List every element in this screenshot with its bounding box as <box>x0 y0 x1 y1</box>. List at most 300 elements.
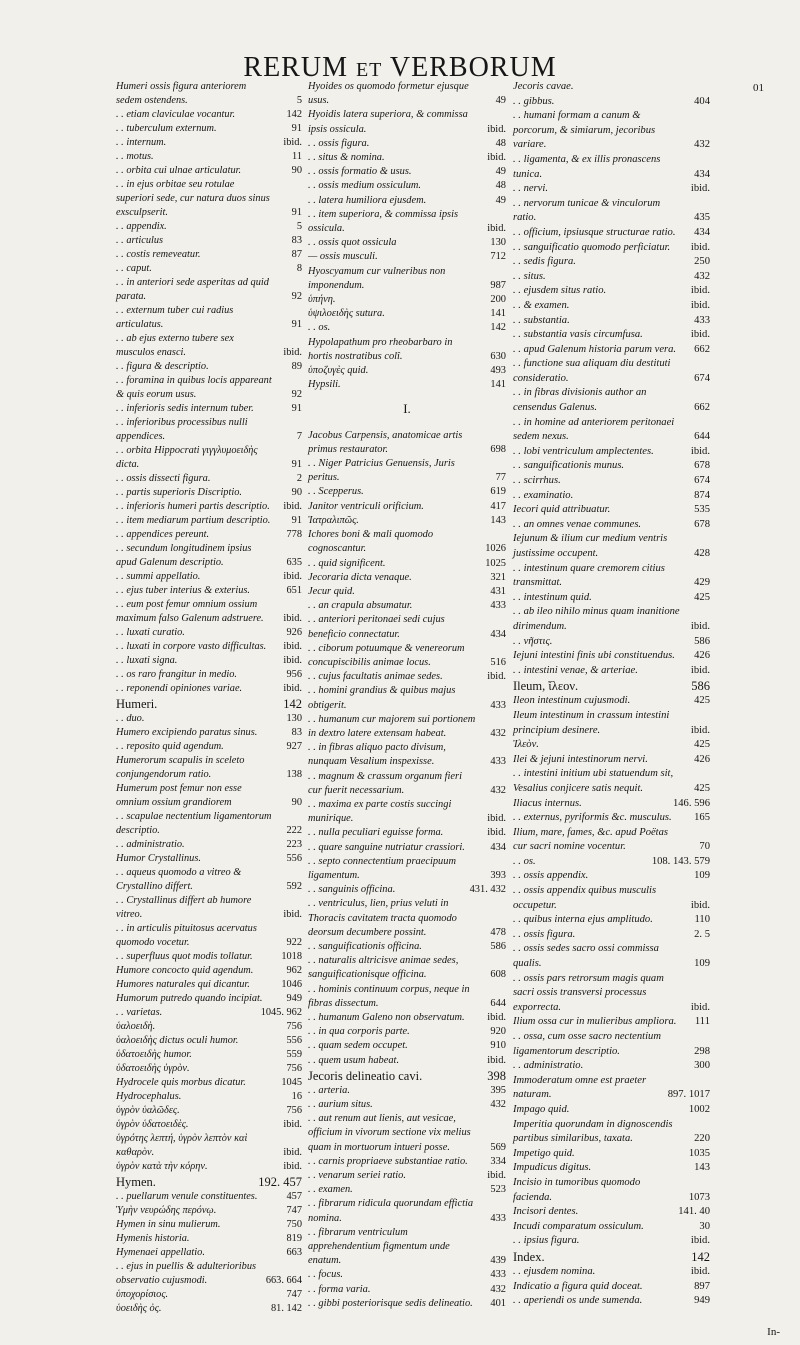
entry-text: ὑποζυγὲς quid. <box>308 365 369 377</box>
index-entry <box>513 284 710 299</box>
page-ref: ibid. <box>283 613 302 624</box>
index-entry <box>308 770 506 798</box>
page-ref: 747 <box>286 1205 302 1216</box>
index-entry <box>513 1220 710 1235</box>
page-ref: 434 <box>694 226 710 238</box>
page-ref: 417 <box>490 500 506 512</box>
page-ref: 897. 1017 <box>667 1089 710 1101</box>
page-ref: 425 <box>694 695 710 707</box>
entry-text: . . νῆστις. <box>513 635 553 647</box>
entry-text: Hyoides os quomodo formetur ejusque usus. <box>308 81 472 107</box>
index-entry <box>116 1232 302 1246</box>
index-entry <box>513 694 710 709</box>
index-entry <box>308 194 506 208</box>
page-ref: 432 <box>490 727 506 739</box>
index-entry <box>116 1190 302 1204</box>
index-entry <box>513 942 710 971</box>
index-entry <box>116 598 302 626</box>
page-ref: 142 <box>283 697 302 711</box>
page-ref: 142 <box>490 322 506 334</box>
entry-text: . . ventriculus, lien, prius veluti in Thoracis cavitatem tracta quomodo deorsum decumbere possint. <box>308 898 460 938</box>
entry-text: Humerorum scapulis in sceleto conjungendorum ratio. <box>116 755 248 780</box>
entry-text: . . puellarum venule constituentes. <box>116 1191 258 1202</box>
entry-text: . . apud Galenum historia parum vera. <box>513 343 677 355</box>
page-ref: 1035 <box>688 1147 710 1159</box>
entry-text: . . caput. <box>116 263 152 274</box>
page-ref: 130 <box>286 713 302 724</box>
entry-text: . . situs & nomina. <box>308 152 385 164</box>
entry-text: Incisio in tumoribus quomodo facienda. <box>513 1176 643 1203</box>
index-entry <box>116 626 302 640</box>
index-entry <box>116 486 302 500</box>
entry-text: . . cujus facultatis animae sedes. <box>308 671 443 683</box>
page-ref: 586 <box>694 635 710 647</box>
page-ref: ibid. <box>690 241 710 253</box>
entry-text: . . homini grandius & quibus majus obtigerit. <box>308 685 459 711</box>
entry-text: . . in fibras aliquo pacto divisum, nunquam Vesalium inspexisse. <box>308 742 449 768</box>
index-entry <box>116 304 302 332</box>
entry-text: . . functione sua aliquam diu destituti consideratio. <box>513 358 674 384</box>
page-ref: 910 <box>490 1040 506 1052</box>
entry-text: . . aperiendi os unde sumenda. <box>513 1295 643 1307</box>
index-entry <box>308 1197 506 1225</box>
index-entry <box>308 1297 506 1311</box>
index-entry <box>308 613 506 641</box>
entry-text: . . ossis quot ossicula <box>308 237 397 249</box>
entry-text: Hypsili. <box>308 379 341 391</box>
index-entry <box>116 374 302 402</box>
index-entry <box>308 841 506 855</box>
page-ref: ibid. <box>487 827 506 839</box>
page-ref: 11 <box>292 151 302 162</box>
index-entry <box>116 640 302 654</box>
page-ref: 1045 <box>281 1077 302 1088</box>
entry-text: . . an omnes venae communes. <box>513 518 642 530</box>
entry-text: . . sanguinis officina. <box>308 884 396 896</box>
index-entry <box>116 80 302 108</box>
page-ref: 433 <box>490 756 506 768</box>
page-ref: 138 <box>286 769 302 780</box>
index-entry <box>308 983 506 1011</box>
entry-text: Ὑμὴν νευρώδης περόνῳ. <box>116 1205 217 1216</box>
page-ref: 143 <box>694 1162 710 1174</box>
index-entry <box>308 307 506 321</box>
index-entry <box>513 328 710 343</box>
page-ref: 220 <box>694 1133 710 1145</box>
entry-text: Ἰλεὸν. <box>513 739 539 751</box>
index-entry <box>513 1015 710 1030</box>
index-entry <box>308 798 506 826</box>
index-column-1 <box>116 80 302 1316</box>
index-entry <box>116 1006 302 1020</box>
index-entry <box>308 485 506 499</box>
entry-text: . . quare sanguine nutriatur crassiori. <box>308 841 465 853</box>
index-entry <box>513 182 710 197</box>
entry-text: . . gibbus. <box>513 95 555 107</box>
page-ref: ibid. <box>690 285 710 297</box>
page-ref: 91 <box>291 123 302 134</box>
entry-text: . . sanguificationis officina. <box>308 940 422 952</box>
entry-text: . . os. <box>513 855 536 867</box>
index-entry <box>116 528 302 542</box>
entry-text: Ileon intestinum cujusmodi. <box>513 695 631 707</box>
index-entry <box>116 262 302 276</box>
index-entry <box>116 1218 302 1232</box>
index-entry <box>513 474 710 489</box>
entry-text: . . sanguificatio quomodo perficiatur. <box>513 241 671 253</box>
entry-text: . . tuberculum externum. <box>116 123 217 134</box>
entry-text: ὑαλοειδὴς dictus oculi humor. <box>116 1035 239 1046</box>
page-ref: 457 <box>286 1191 302 1202</box>
index-entry <box>308 321 506 335</box>
index-entry <box>308 250 506 264</box>
entry-text: ὑψιλοειδὴς sutura. <box>308 308 385 320</box>
entry-text: Iliacus internus. <box>513 797 582 809</box>
page-ref: 569 <box>490 1141 506 1153</box>
entry-text: . . Scepperus. <box>308 486 364 498</box>
index-entry <box>116 220 302 234</box>
index-entry <box>308 670 506 684</box>
page-ref: 5 <box>296 95 302 106</box>
page-number: 01 <box>753 82 764 94</box>
entry-text: . . substantia vasis circumfusa. <box>513 329 643 341</box>
page-ref: 698 <box>490 443 506 455</box>
page-ref: 651 <box>286 585 302 596</box>
entry-text: Incudi comparatum ossiculum. <box>513 1220 644 1232</box>
index-entry <box>116 584 302 598</box>
page-ref: 425 <box>694 739 710 751</box>
entry-text: . . ossa, cum osse sacro nectentium ligamentorum descriptio. <box>513 1031 664 1057</box>
index-entry <box>116 402 302 416</box>
entry-text: . . ossis medium ossiculum. <box>308 180 422 192</box>
index-entry <box>513 855 710 870</box>
page-ref: 949 <box>694 1295 710 1307</box>
page-ref: 750 <box>286 1219 302 1230</box>
entry-text: . . duo. <box>116 713 145 724</box>
page-ref: 192. 457 <box>258 1175 302 1189</box>
index-entry <box>116 122 302 136</box>
page-ref: 90 <box>291 165 302 176</box>
page-ref: 478 <box>490 926 506 938</box>
entry-text: . . carnis propriaeve substantiae ratio. <box>308 1155 468 1167</box>
index-entry <box>308 1054 506 1068</box>
entry-text: . . aqueus quomodo a vitreo & Crystallino differt. <box>116 867 244 892</box>
entry-text: Humorum putredo quando incipiat. <box>116 993 263 1004</box>
index-entry <box>308 137 506 151</box>
page-ref: 432 <box>490 784 506 796</box>
page-ref: ibid. <box>487 1054 506 1066</box>
page-ref: 49 <box>495 95 506 107</box>
index-entry <box>308 236 506 250</box>
entry-text: . . in anteriori sede asperitas ad quid parata. <box>116 277 272 302</box>
page-ref: 70 <box>699 841 710 853</box>
page-ref: ibid. <box>690 445 710 457</box>
page-ref: 662 <box>694 402 710 414</box>
entry-text: . . ossis figura. <box>513 928 576 940</box>
index-entry <box>116 1288 302 1302</box>
entry-text: Humor Crystallinus. <box>116 853 201 864</box>
index-entry <box>513 270 710 285</box>
index-entry <box>513 664 710 679</box>
page-ref: 91 <box>291 207 302 218</box>
entry-text: Imperitia quorundam in dignoscendis partibus similaribus, taxata. <box>513 1118 676 1145</box>
index-entry <box>116 866 302 894</box>
index-entry <box>116 1160 302 1174</box>
entry-text: . . nervi. <box>513 183 548 195</box>
entry-text: . . situs. <box>513 270 546 282</box>
index-entry <box>513 738 710 753</box>
index-entry <box>513 357 710 386</box>
entry-text: Hydrocele quis morbus dicatur. <box>116 1077 246 1088</box>
page-ref: ibid. <box>487 223 506 235</box>
page-ref: ibid. <box>283 1147 302 1158</box>
page-ref: 425 <box>694 782 710 794</box>
page-ref: 523 <box>490 1184 506 1196</box>
header-word-1: RERUM <box>243 52 348 83</box>
entry-text: . . etiam claviculae vocantur. <box>116 109 236 120</box>
page-ref: 897 <box>694 1280 710 1292</box>
index-entry <box>513 649 710 664</box>
page-ref: 108. 143. 579 <box>651 855 710 867</box>
index-entry <box>308 80 506 108</box>
index-entry <box>116 754 302 782</box>
index-entry <box>513 1103 710 1118</box>
index-entry <box>308 1169 506 1183</box>
entry-text: . . ejusdem situs ratio. <box>513 285 607 297</box>
index-entry <box>513 913 710 928</box>
index-entry <box>116 136 302 150</box>
index-entry <box>308 336 506 364</box>
index-entry <box>308 1268 506 1282</box>
index-entry <box>308 684 506 712</box>
index-entry <box>308 642 506 670</box>
entry-text: ὑποχορίσιος. <box>116 1289 169 1300</box>
entry-text: . . hominis continuum corpus, neque in fibras dissectum. <box>308 983 473 1009</box>
page-ref: 674 <box>694 475 710 487</box>
entry-text: Iejunum & ilium cur medium ventris justissime occupent. <box>513 533 670 559</box>
entry-text: . . varietas. <box>116 1007 163 1018</box>
entry-text: Iecori quid attribuatur. <box>513 504 611 516</box>
entry-text: Jacobus Carpensis, anatomicae artis primus restaurator. <box>308 429 465 455</box>
entry-text: . . quem usum habeat. <box>308 1054 400 1066</box>
index-entry <box>513 445 710 460</box>
entry-text: . . ossis appendix. <box>513 870 589 882</box>
index-entry <box>513 489 710 504</box>
page-ref: ibid. <box>283 909 302 920</box>
page-ref: 165 <box>694 812 710 824</box>
entry-text: . . articulus <box>116 235 164 246</box>
page-ref: 432 <box>490 1283 506 1295</box>
index-entry <box>513 562 710 591</box>
index-entry <box>513 197 710 226</box>
page-ref: 1018 <box>281 951 302 962</box>
entry-text: Ilium ossa cur in mulieribus ampliora. <box>513 1016 677 1028</box>
entry-text: . . ab ejus externo tubere sex musculos enasci. <box>116 333 237 358</box>
entry-text: Index. <box>513 1249 545 1264</box>
entry-text: Humero excipiendo paratus sinus. <box>116 727 258 738</box>
page-ref: 81. 142 <box>271 1303 302 1314</box>
index-entry <box>116 514 302 528</box>
index-entry <box>116 1118 302 1132</box>
page-ref: 556 <box>286 853 302 864</box>
index-entry <box>116 782 302 810</box>
index-entry <box>116 1246 302 1260</box>
entry-text: . . ligamenta, & ex illis pronascens tunica. <box>513 153 664 180</box>
index-entry <box>308 826 506 840</box>
entry-text: Hyoidis latera superiora, & commissa ipsis ossicula. <box>308 109 471 135</box>
index-entry <box>308 1039 506 1053</box>
index-entry <box>308 364 506 378</box>
entry-text: ὑγρὸν ὑαλῶδες. <box>116 1105 180 1116</box>
index-entry <box>116 1104 302 1118</box>
index-entry <box>513 826 710 855</box>
entry-text: . . an crapula absumatur. <box>308 600 413 612</box>
entry-text: ὑαλοειδὴ. <box>116 1021 156 1032</box>
entry-text: . . orbita Hippocrati γιγγλυμοειδὴς dicta. <box>116 445 261 470</box>
page-ref: 712 <box>490 251 506 263</box>
entry-text: . . partis superioris Discriptio. <box>116 487 242 498</box>
entry-text: . . internum. <box>116 137 167 148</box>
page-ref: 962 <box>286 965 302 976</box>
index-entry <box>116 248 302 262</box>
page-ref: 674 <box>694 372 710 384</box>
page-ref: 91 <box>291 459 302 470</box>
page-ref: 89 <box>291 361 302 372</box>
page-ref: 223 <box>286 839 302 850</box>
entry-text: . . in qua corporis parte. <box>308 1026 410 1038</box>
index-entry <box>513 1234 710 1249</box>
index-entry <box>513 153 710 182</box>
entry-text: Hymenaei appellatio. <box>116 1247 205 1258</box>
index-entry <box>513 459 710 474</box>
page-ref: 200 <box>490 294 506 306</box>
index-entry <box>116 444 302 472</box>
entry-text: Humeri. <box>116 697 158 711</box>
index-entry <box>513 1176 710 1205</box>
entry-text: Ilei & jejuni intestinorum nervi. <box>513 753 648 765</box>
page-ref: 109 <box>694 870 710 882</box>
entry-text: . . forma varia. <box>308 1283 371 1295</box>
index-entry <box>308 741 506 769</box>
index-entry <box>513 1059 710 1074</box>
page-ref: 91 <box>291 403 302 414</box>
page-ref: 87 <box>291 249 302 260</box>
index-entry <box>513 386 710 415</box>
index-entry <box>116 234 302 248</box>
page-ref: 92 <box>291 389 302 400</box>
index-entry <box>513 1280 710 1295</box>
index-entry <box>308 179 506 193</box>
entry-text: . . humanum cur majorem sui portionem in dextro latere extensam habeat. <box>308 713 478 739</box>
entry-text: . . in ejus orbitae seu rotulae superiori sede, cur natura duos sinus exsculpserit. <box>116 179 273 218</box>
index-entry <box>513 241 710 256</box>
entry-text: . . luxati signa. <box>116 655 178 666</box>
entry-text: . . quam sedem occupet. <box>308 1040 408 1052</box>
entry-text: Humores naturales qui dicantur. <box>116 979 250 990</box>
page-ref: 321 <box>490 571 506 583</box>
page-ref: 141. 40 <box>678 1206 710 1218</box>
index-entry <box>513 972 710 1016</box>
index-entry <box>308 1226 506 1269</box>
entry-text: . . appendices pereunt. <box>116 529 210 540</box>
page-ref: 586 <box>490 940 506 952</box>
index-entry <box>513 678 710 694</box>
page-ref: 393 <box>490 869 506 881</box>
index-entry <box>308 1025 506 1039</box>
page-ref: 608 <box>490 969 506 981</box>
index-entry <box>116 1020 302 1034</box>
page-ref: ibid. <box>690 329 710 341</box>
index-entry <box>308 571 506 585</box>
entry-text: ὑοειδὴς ὀς. <box>116 1303 162 1314</box>
page-ref: 425 <box>694 591 710 603</box>
page-ref: 926 <box>286 627 302 638</box>
page-ref: 91 <box>291 515 302 526</box>
index-entry <box>513 869 710 884</box>
index-entry <box>116 150 302 164</box>
entry-text: . . naturalis altricisve animae sedes, sanguificationisque officina. <box>308 955 461 981</box>
entry-text: . . inferioribus processibus nulli appendices. <box>116 417 251 442</box>
page-ref: 90 <box>291 797 302 808</box>
page-ref: ibid. <box>283 501 302 512</box>
entry-text: ὑδατοειδὴς humor. <box>116 1049 192 1060</box>
entry-text: . . item superiora, & commissa ipsis ossicula. <box>308 208 461 235</box>
entry-text: . . reponendi opiniones variae. <box>116 683 243 694</box>
index-entry <box>308 429 506 457</box>
entry-text: Ileum intestinum in crassum intestini principium desinere. <box>513 709 672 736</box>
page-ref: 922 <box>286 937 302 948</box>
page-ref: 142 <box>286 109 302 120</box>
page-ref: ibid. <box>283 347 302 358</box>
entry-text: . . humanum Galeno non observatum. <box>308 1012 465 1023</box>
page-ref: 91 <box>291 319 302 330</box>
page-ref: 435 <box>694 212 710 224</box>
entry-text: . . scapulae nectentium ligamentorum descriptio. <box>116 811 275 836</box>
page-ref: 434 <box>694 168 710 180</box>
index-entry <box>513 1265 710 1280</box>
entry-text: . . item mediarum partium descriptio. <box>116 515 271 526</box>
index-entry <box>513 1249 710 1265</box>
page-ref: ibid. <box>690 1001 710 1013</box>
entry-text: . . luxati curatio. <box>116 627 185 638</box>
page-ref: 300 <box>694 1060 710 1072</box>
index-entry <box>308 514 506 528</box>
entry-text: . . ipsius figura. <box>513 1235 580 1247</box>
page-ref: 141 <box>490 379 506 391</box>
entry-text: . . luxati in corpore vasto difficultas. <box>116 641 267 652</box>
page-ref: 433 <box>490 600 506 612</box>
entry-text: Impudicus digitus. <box>513 1162 592 1174</box>
entry-text: Immoderatum omne est praeter naturam. <box>513 1074 649 1101</box>
index-entry <box>116 894 302 922</box>
entry-text: . . motus. <box>116 151 154 162</box>
entry-text: . . aut renum aut lienis, aut vesicae, officium in vivorum sectione vix melius quam in mortuorum intueri posse. <box>308 1113 474 1153</box>
page-ref: 663. 664 <box>265 1275 302 1286</box>
index-entry <box>308 1098 506 1112</box>
page-ref: 433 <box>694 314 710 326</box>
page-ref: ibid. <box>690 1265 710 1277</box>
index-entry <box>116 1204 302 1218</box>
entry-text: Hymen. <box>116 1175 156 1189</box>
entry-text: . . septo connectentium praecipuum ligamentum. <box>308 855 459 881</box>
index-entry <box>116 964 302 978</box>
page-ref: 493 <box>490 365 506 377</box>
index-entry <box>308 599 506 613</box>
page-ref: ibid. <box>487 1012 506 1023</box>
entry-text: . . intestini venae, & arteriae. <box>513 664 638 676</box>
entry-text: . . administratio. <box>513 1060 584 1072</box>
index-entry <box>513 753 710 768</box>
